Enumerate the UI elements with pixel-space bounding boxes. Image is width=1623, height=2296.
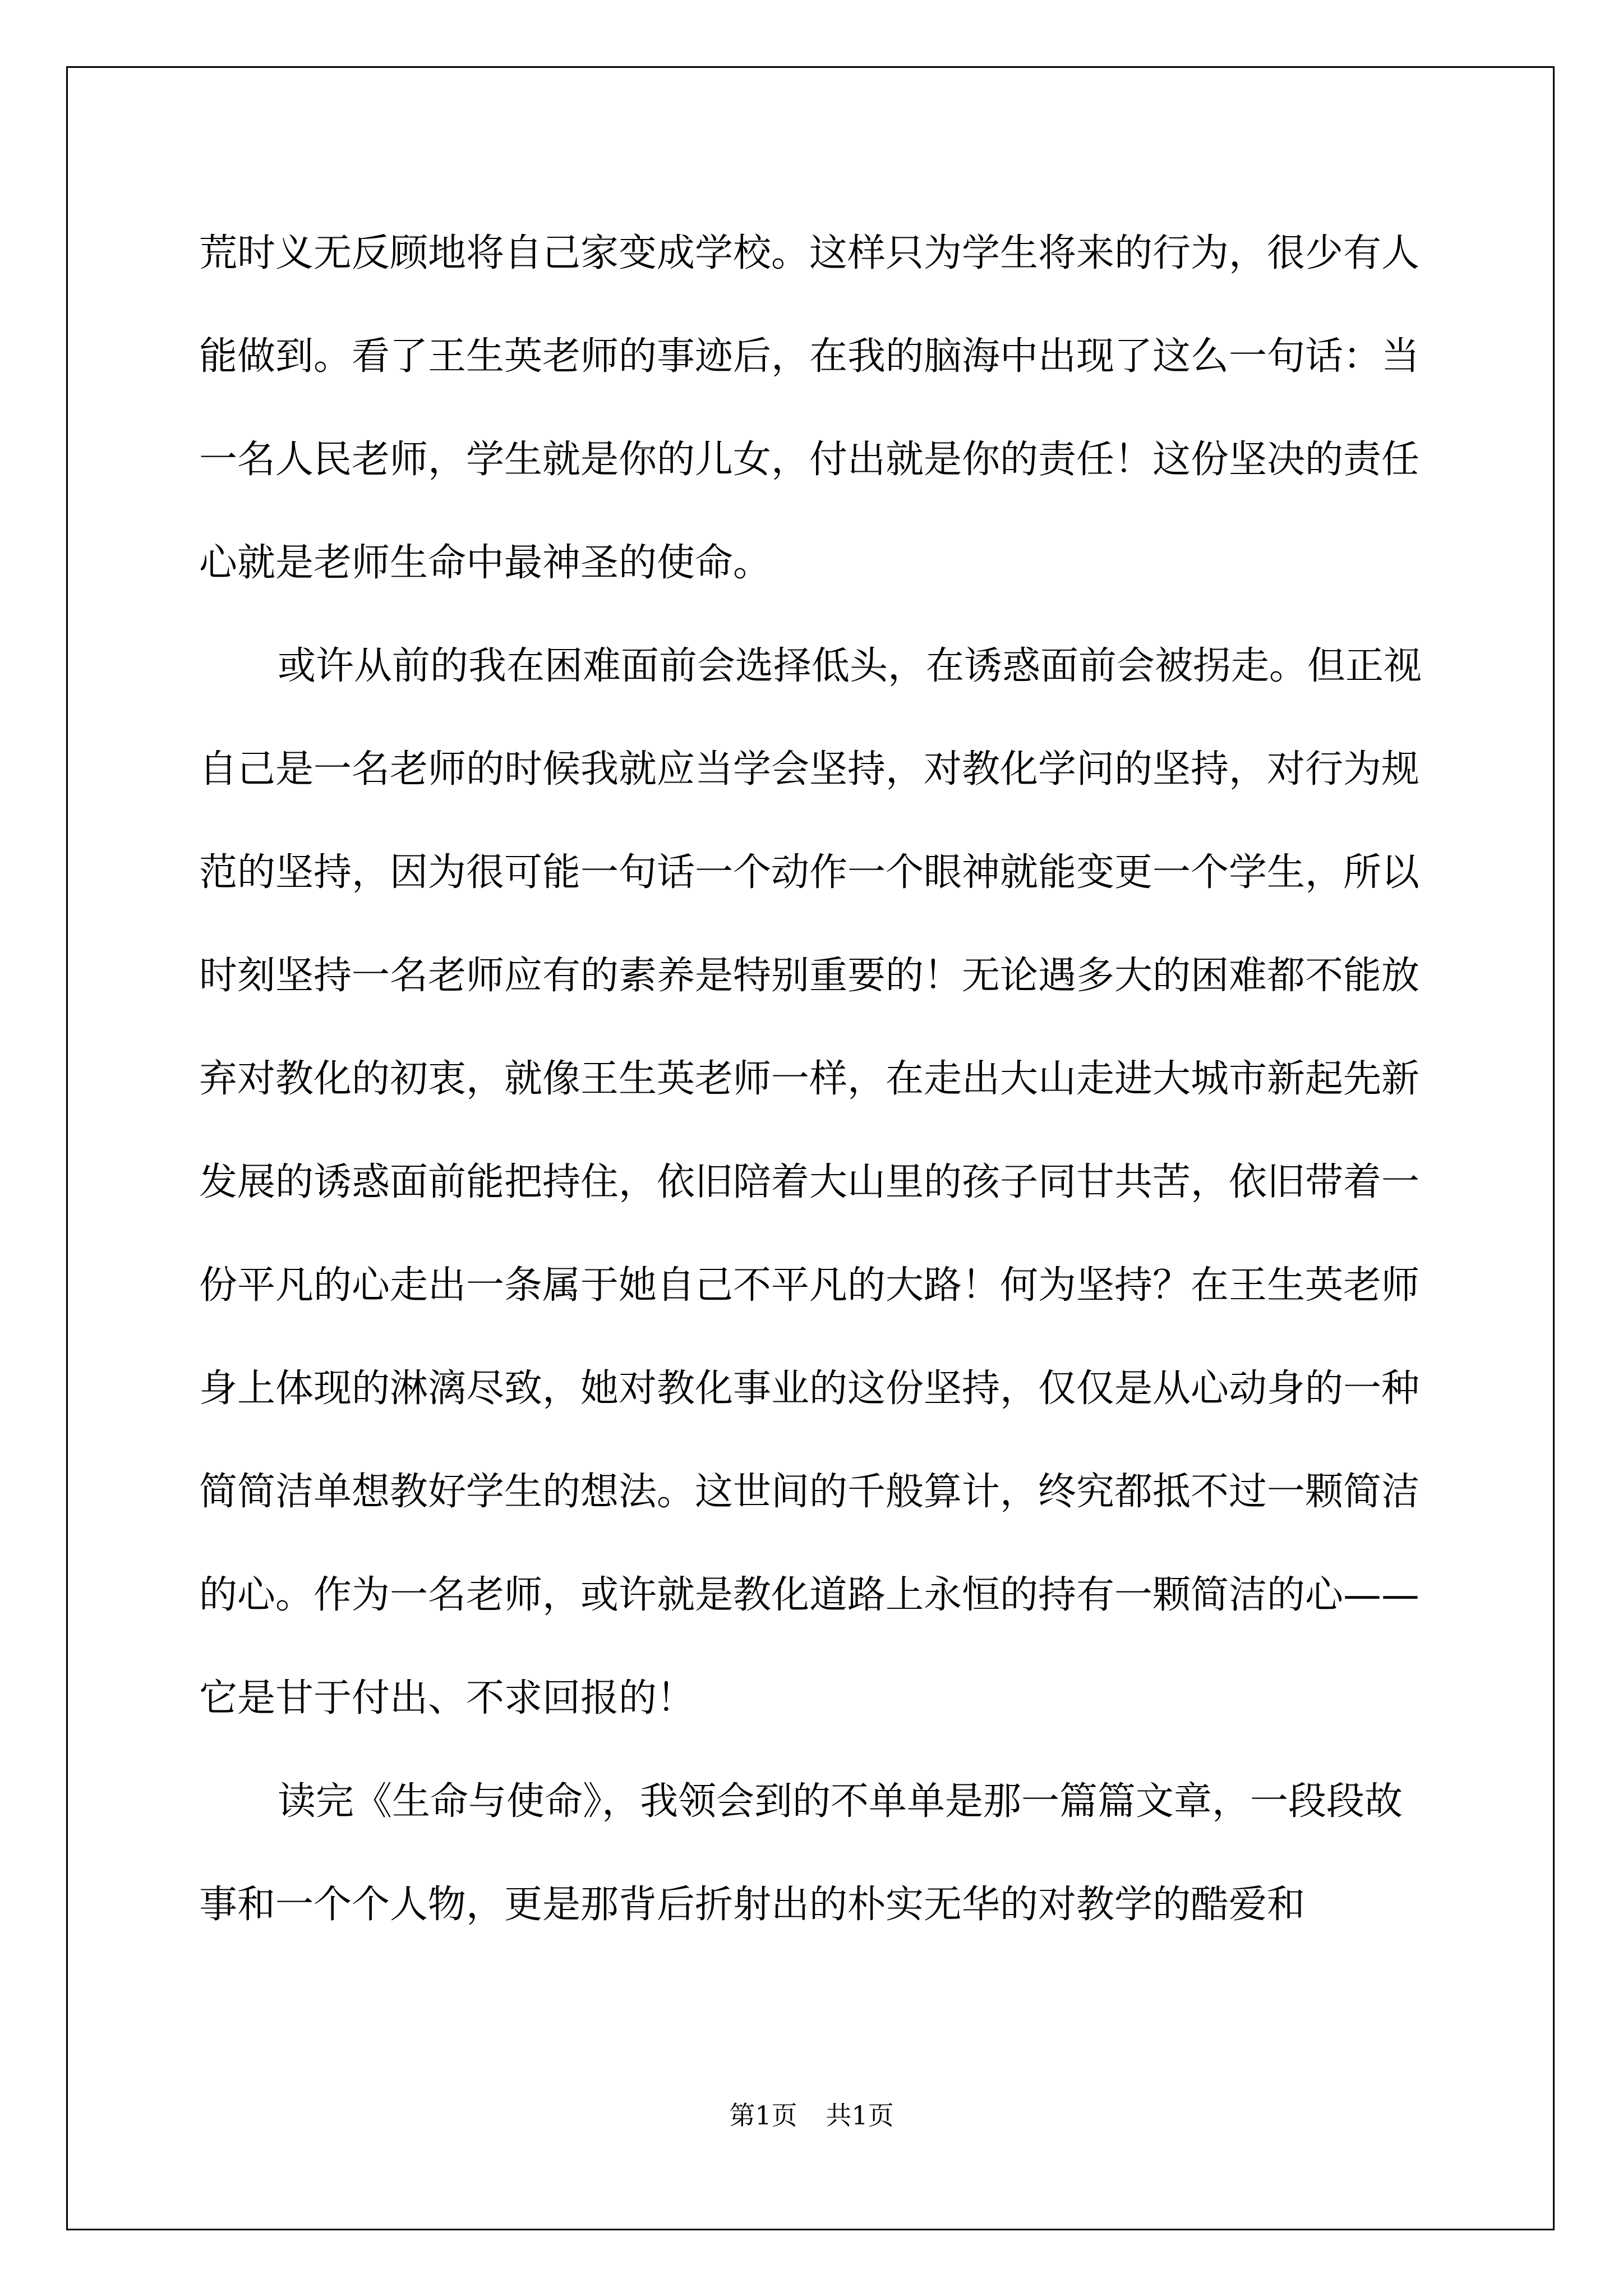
document-body [199, 202, 1427, 1957]
page-footer [0, 2095, 1623, 2132]
paragraph-3: 读完《生命与使命》，我领会到的不单单是那一篇篇文章，一段段故事和一个个人物，更是那背后折射出的朴实无华的对教学的酷爱和 [199, 1779, 1403, 1927]
page-number: 第1页 [729, 2100, 797, 2131]
paragraph-1: 荒时义无反顾地将自己家变成学校。这样只为学生将来的行为，很少有人能做到。看了王生英老师的事迹后，在我的脑海中出现了这么一句话：当一名人民老师，学生就是你的儿女，付出就是你的责任！这份坚决的责任心就是老师生命中最神圣的使命。 [199, 231, 1420, 585]
paragraph-2: 或许从前的我在困难面前会选择低头，在诱惑面前会被拐走。但正视自己是一名老师的时候我就应当学会坚持，对教化学问的坚持，对行为规范的坚持，因为很可能一句话一个动作一个眼神就能变更一个学生，所以时刻坚持一名老师应有的素养是特别重要的！无论遇多大的困难都不能放弃对教化的初衷，就像王生英老师一样，在走出大山走进大城市新起先新发展的诱惑面前能把持住，依旧陪着大山里的孩子同甘共苦，依旧带着一份平凡的心走出一条属于她自己不平凡的大路！何为坚持？在王生英老师身上体现的淋漓尽致，她对教化事业的这份坚持，仅仅是从心动身的一种简简洁单想教好学生的想法。这世间的千般算计，终究都抵不过一颗简洁的心。作为一名老师，或许就是教化道路上永恒的持有一颗简洁的心——它是甘于付出、不求回报的！ [199, 644, 1422, 1720]
total-pages: 共1页 [826, 2100, 894, 2131]
